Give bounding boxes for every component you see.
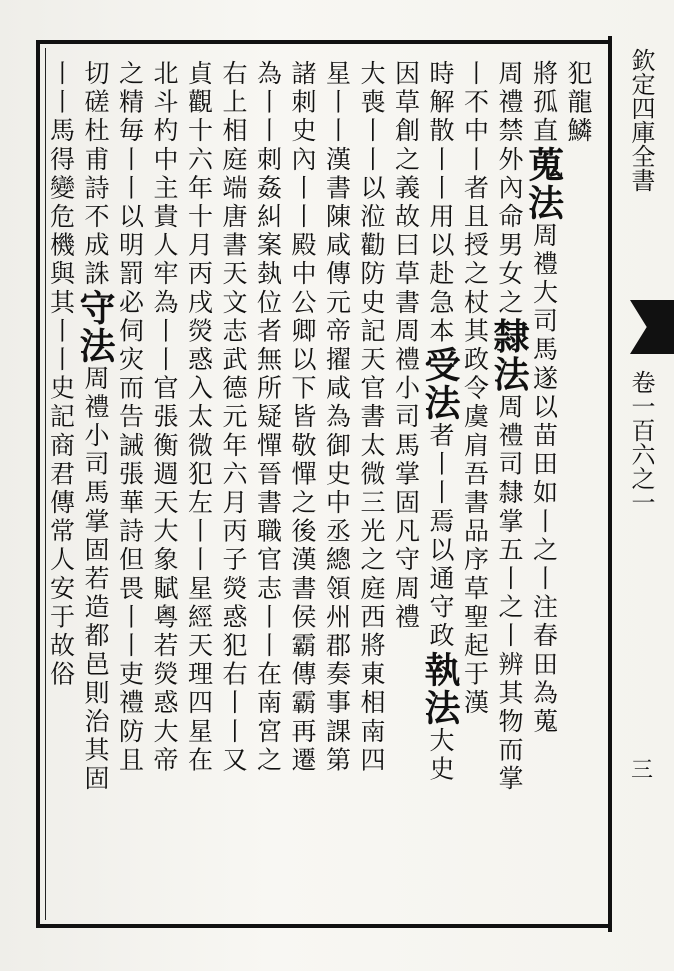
commentary-text: 切磋杜甫詩不成誅 — [81, 60, 110, 289]
commentary-text: 時解散丨丨用以赴急本 — [426, 60, 455, 346]
commentary-text: 北斗杓中主貴人牢為丨丨官張衡週天大象賦粵若熒惑大帝 — [150, 60, 179, 775]
commentary-text: 大史 — [426, 726, 455, 785]
commentary-text: 諸刺史內丨丨殿中公卿以下皆敬憚之後漢書侯霸傳霸再遷 — [288, 60, 317, 775]
commentary-text: 丨丨馬得變危機 — [46, 60, 76, 261]
commentary-text: 貞觀十六年十月丙戌熒惑入太微犯左丨丨星經天理四星在 — [184, 60, 214, 775]
page-number: 三 — [630, 758, 653, 783]
book-title: 欽定四庫全書 — [627, 48, 655, 192]
heading-term: 隸法 — [488, 317, 530, 394]
commentary-text: 周禮司隸掌五丨之丨辨其物而掌 — [495, 393, 524, 794]
book-margin — [612, 40, 674, 928]
commentary-text: 因草創之義故曰草書 — [391, 60, 421, 318]
commentary-text: 右上相庭端唐書天文志武德元年六月丙子熒惑犯右丨丨又 — [219, 60, 248, 775]
commentary-text: 其政令虞肩吾書品序草聖起于漢 — [460, 317, 490, 718]
text-column — [39, 60, 83, 910]
heading-term: 執法 — [419, 650, 461, 727]
heading-term: 守法 — [74, 288, 116, 365]
commentary-text: 周禮禁外內命男女之 — [495, 60, 524, 318]
commentary-text: 周禮小司馬掌固凡守 — [391, 317, 421, 575]
commentary-text: 周禮 — [391, 574, 421, 633]
commentary-text: 大喪丨丨以涖勸防史記天官書太微三光之庭西將東相南四 — [357, 60, 386, 775]
commentary-text: 與其丨丨史記商君傳常人安于故俗 — [46, 260, 76, 690]
commentary-text: 丨不中丨者且授之杖 — [460, 60, 490, 318]
commentary-text: 星丨丨漢書陳咸傳元帝擢咸為御史中丞總領州郡奏事課第 — [322, 60, 352, 775]
commentary-text: 為丨丨刺姦糾案埶位者無所疑憚晉書職官志丨丨在南宮之 — [253, 60, 283, 775]
commentary-text: 周禮小司馬掌固若造都邑則治其固 — [81, 364, 110, 794]
commentary-text: 之精毎丨丨以明罰必伺灾而告誡張華詩但畏丨丨吏禮防且 — [115, 60, 145, 775]
heading-term: 蒐法 — [522, 145, 565, 222]
heading-term: 受法 — [419, 346, 461, 422]
commentary-text: 犯龍鱗 — [564, 60, 593, 146]
commentary-text: 將孤直 — [529, 60, 559, 146]
commentary-text: 者丨丨焉以通守政 — [426, 422, 455, 651]
commentary-text: 周禮大司馬遂以苗田如丨之丨注春田為蒐 — [529, 221, 559, 737]
volume-label: 卷一百六之一 — [627, 370, 655, 514]
